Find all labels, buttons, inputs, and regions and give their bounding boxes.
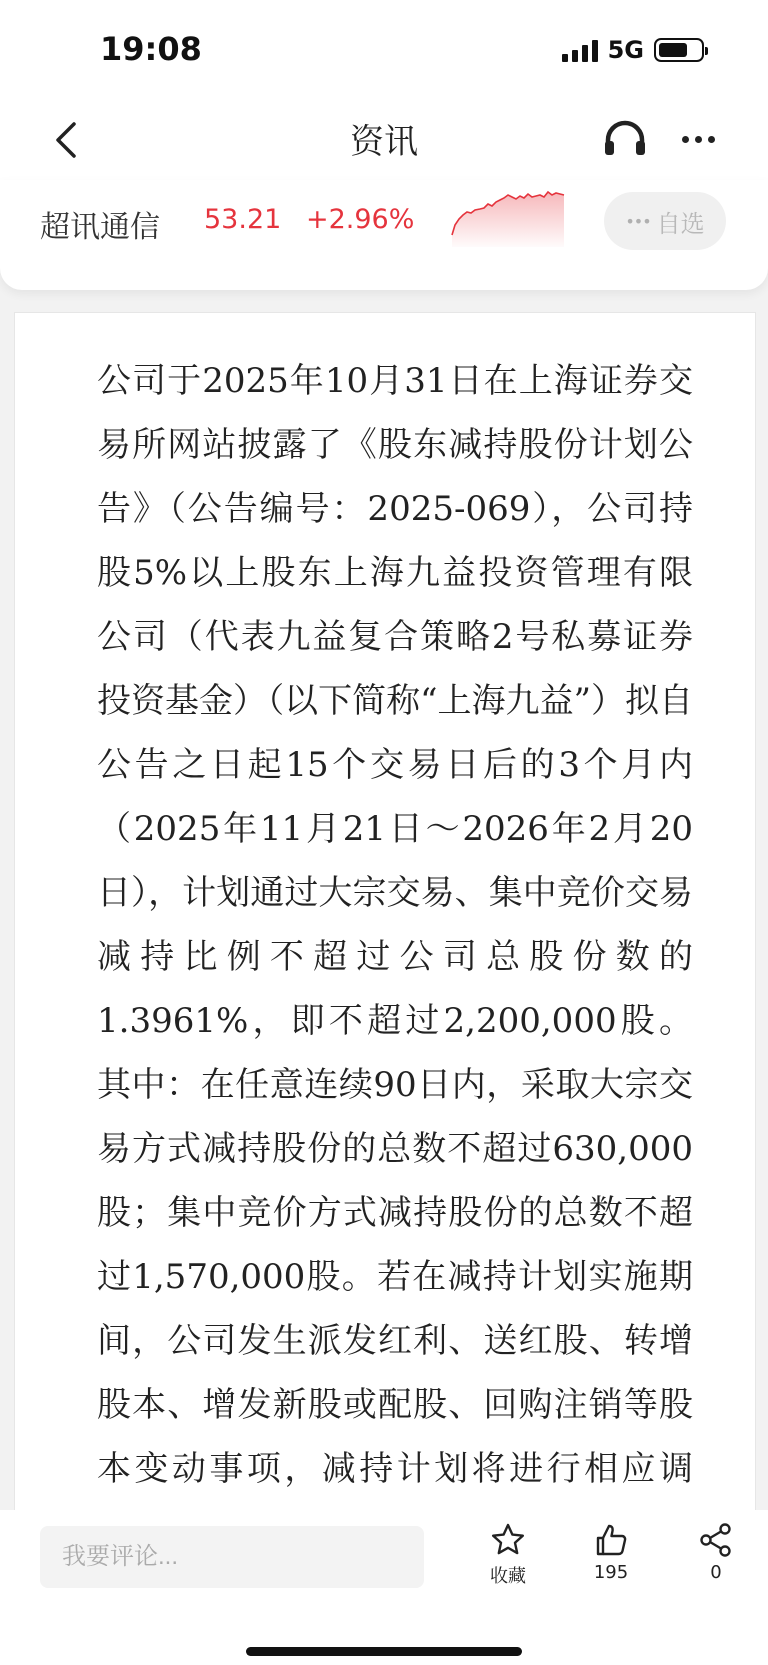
share-icon [698, 1522, 734, 1558]
watchlist-label: 自选 [656, 209, 705, 238]
like-button[interactable] [571, 1522, 651, 1583]
article-body: 公司于2025年10月31日在上海证券交易所网站披露了《股东减持股份计划公告》（公告编号：2025-069），公司持股5%以上股东上海九益投资管理有限公司（代表九益复合策略2号私募证券投资基金）（以下简称“上海九益”）拟自公告之日起15个交易日后的3个月内（2025年11月21日～2026年2月20日），计划通过大宗交易、集中竞价交易减持比例不超过公司总股份数的1.3961%，即不超过2,200,000股。其中：在任意连续90日内，采取大宗交易方式减持股份的总数不超过630,000股；集中竞价方式减持股份的总数不超过1,570,000股。若在减持计划实施期间，公司发生派发红利、送红股、转增股本、增发新股或配股、回购注销等股本变动事项，减持计划将进行相应调 [97, 361, 693, 1489]
more-dots-icon: ••• [625, 211, 651, 231]
favorite-button[interactable] [468, 1522, 548, 1588]
stock-quote-bar[interactable] [0, 180, 768, 290]
status-bar [0, 0, 768, 100]
more-dots-icon [682, 136, 689, 143]
listen-button[interactable] [600, 114, 650, 164]
share-count: 0 [710, 1562, 722, 1583]
signal-icon [562, 38, 598, 62]
stock-price: 53.21 [204, 204, 282, 235]
stock-change: +2.96% [306, 204, 415, 235]
page-title: 资讯 [350, 122, 418, 162]
status-time: 19:08 [100, 30, 202, 68]
home-indicator[interactable] [246, 1647, 522, 1656]
star-icon [490, 1522, 526, 1558]
comment-input[interactable] [40, 1526, 424, 1588]
nav-bar [0, 100, 768, 180]
status-indicators [562, 36, 704, 64]
battery-icon [654, 38, 704, 62]
add-watchlist-button[interactable] [604, 192, 726, 250]
network-label: 5G [607, 36, 644, 64]
article-card [14, 312, 756, 1513]
more-button[interactable] [674, 114, 722, 164]
thumbs-up-icon [593, 1522, 629, 1558]
share-button[interactable] [676, 1522, 756, 1583]
like-count: 195 [593, 1562, 629, 1583]
sparkline-area [452, 192, 564, 247]
stock-name[interactable]: 超讯通信 [40, 210, 160, 245]
headset-icon [600, 114, 650, 164]
stock-trend-sparkline [450, 185, 566, 247]
favorite-label: 收藏 [490, 1566, 526, 1587]
bottom-action-bar [0, 1510, 768, 1665]
